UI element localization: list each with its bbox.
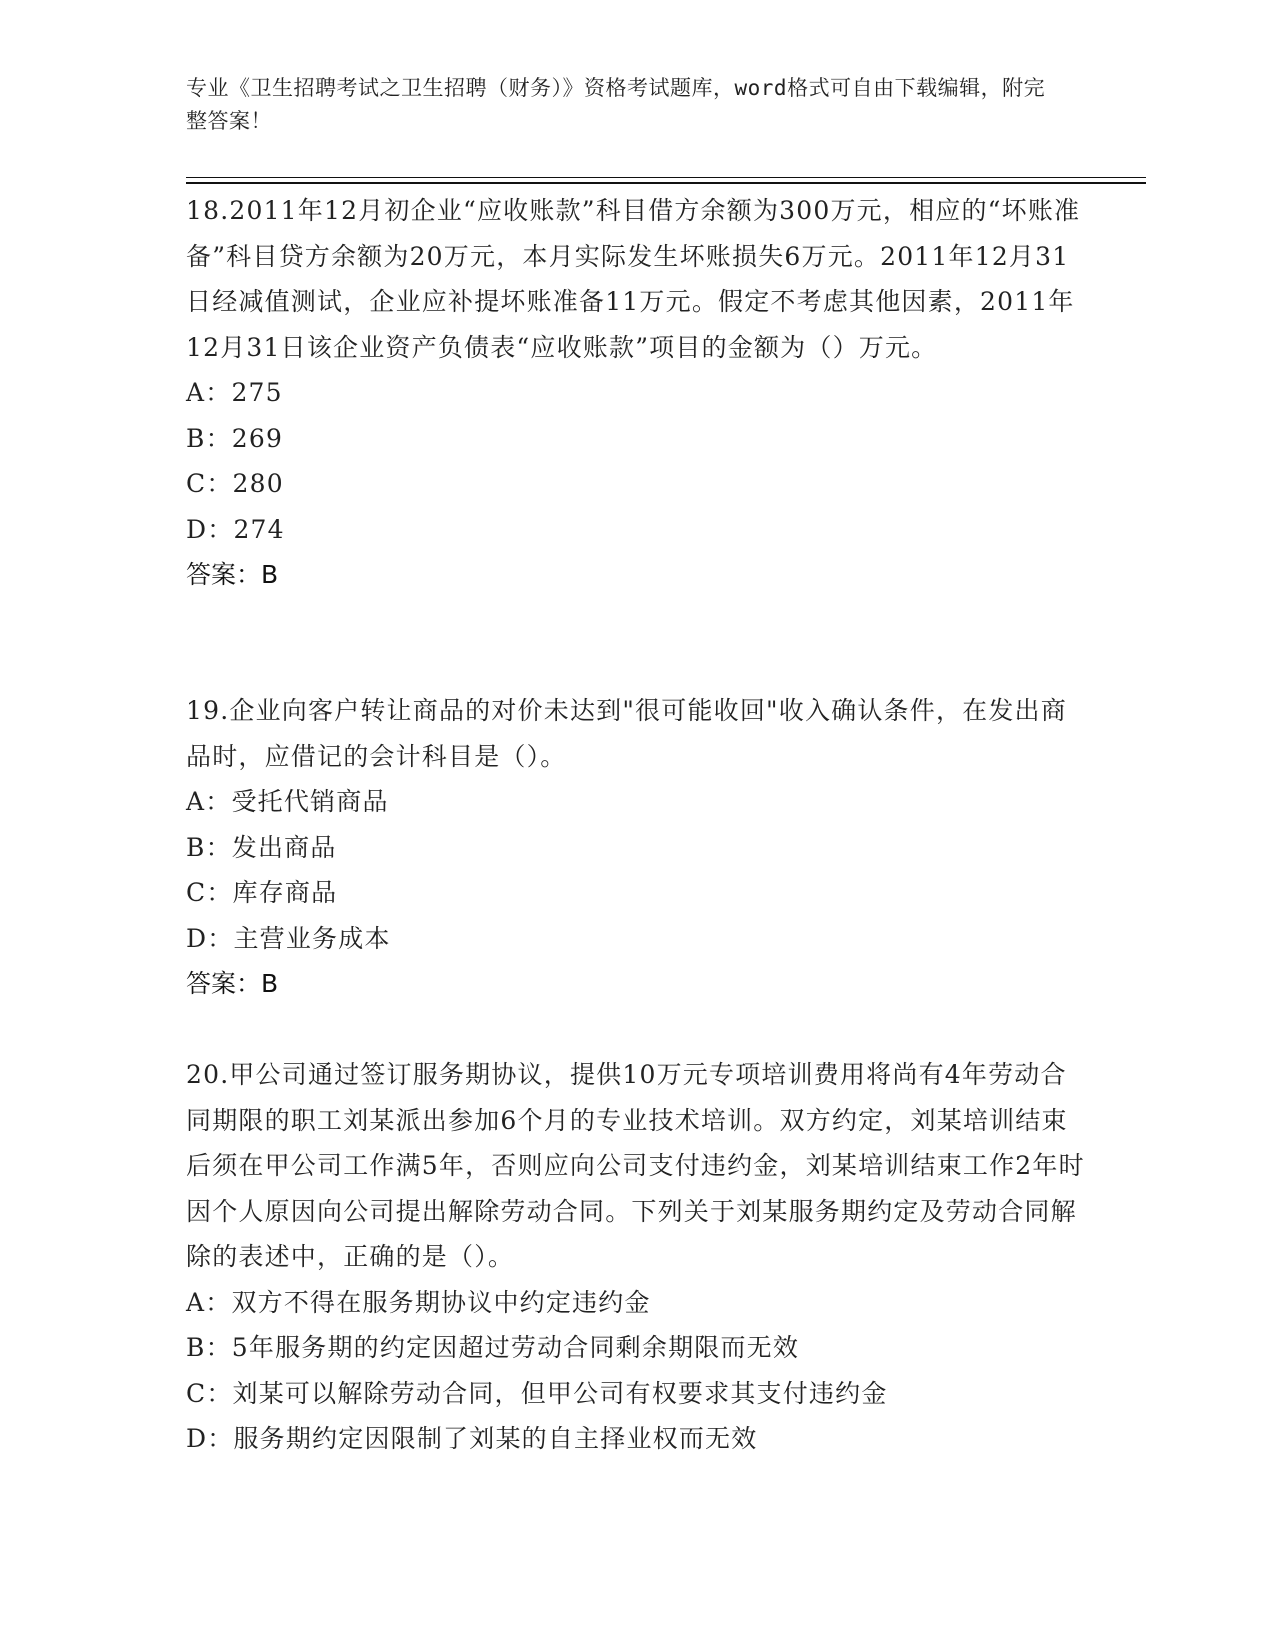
option-a: A：275 — [186, 378, 283, 407]
answer-line: 答案：B — [186, 969, 279, 998]
option-d: D：274 — [186, 514, 285, 544]
question-stem: 20.甲公司通过签订服务期协议，提供10万元专项培训费用将尚有4年劳动合同期限的职工刘某派出参加6个月的专业技术培训。双方约定，刘某培训结束后须在甲公司工作满5年，否则应向公司支付违约金，刘某培训结束工作2年时因个人原因向公司提出解除劳动合同。下列关于刘某服务期约定及劳动合同解除的表述中，正确的是（）。 — [186, 1060, 1085, 1271]
option-b: B：5年服务期的约定因超过劳动合同剩余期限而无效 — [186, 1333, 800, 1362]
option-list — [186, 779, 1086, 961]
option-d: D：服务期约定因限制了刘某的自主择业权而无效 — [186, 1424, 758, 1453]
option-c: C：刘某可以解除劳动合同，但甲公司有权要求其支付违约金 — [186, 1378, 888, 1408]
option-b: B：发出商品 — [186, 832, 337, 862]
option-a: A：受托代销商品 — [186, 787, 389, 816]
question-18 — [186, 188, 1086, 598]
option-c: C：库存商品 — [186, 878, 338, 907]
option-c: C：280 — [186, 469, 284, 498]
header-rule-thick — [186, 182, 1146, 184]
header-rule-thin — [186, 177, 1146, 178]
document-header: 专业《卫生招聘考试之卫生招聘（财务）》资格考试题库，word格式可自由下载编辑，附完整答案！ — [186, 76, 1046, 133]
option-b: B：269 — [186, 423, 284, 453]
option-a: A：双方不得在服务期协议中约定违约金 — [186, 1287, 651, 1317]
option-list — [186, 370, 1086, 552]
option-list — [186, 1280, 1086, 1462]
question-19 — [186, 688, 1086, 1007]
answer-line: 答案：B — [186, 560, 279, 589]
question-stem: 18.2011年12月初企业“应收账款”科目借方余额为300万元，相应的“坏账准备”科目贷方余额为20万元，本月实际发生坏账损失6万元。2011年12月31日经减值测试，企业应补提坏账准备11万元。假定不考虑其他因素，2011年12月31日该企业资产负债表“应收账款”项目的金额为（）万元。 — [186, 196, 1081, 362]
question-20 — [186, 1052, 1086, 1462]
question-stem: 19.企业向客户转让商品的对价未达到"很可能收回"收入确认条件，在发出商品时，应借记的会计科目是（）。 — [186, 696, 1067, 771]
option-d: D：主营业务成本 — [186, 923, 391, 953]
